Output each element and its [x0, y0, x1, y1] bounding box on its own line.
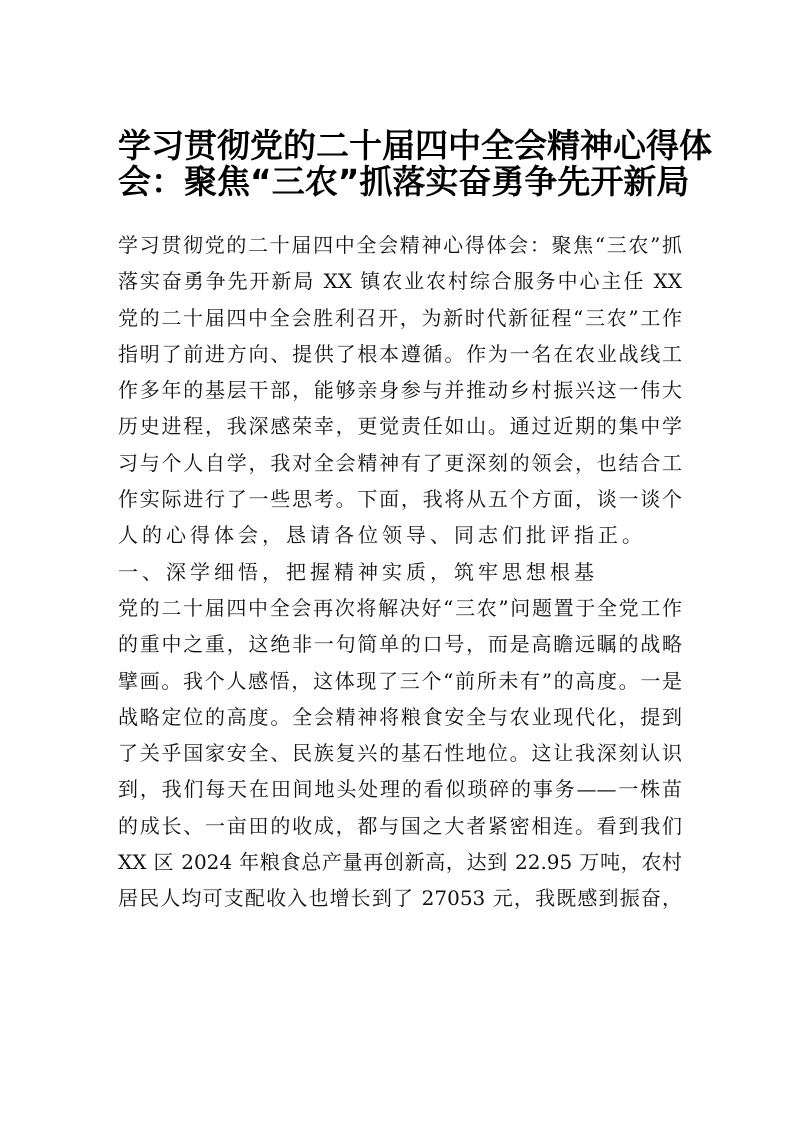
section-heading: 一、深学细悟，把握精神实质，筑牢思想根基: [118, 559, 598, 584]
document-title: [118, 126, 712, 201]
title-line-1: 学习贯彻党的二十届四中全会精神心得体: [118, 126, 712, 165]
title-line-2: 会：聚焦“三农”抓落实奋勇争先开新局: [118, 162, 690, 201]
body-text-line: 习与个人自学，我对全会精神有了更深刻的领会，也结合工: [118, 450, 682, 475]
body-text-line: 作实际进行了一些思考。下面，我将从五个方面，谈一谈个: [118, 487, 682, 512]
body-text-line: 学习贯彻党的二十届四中全会精神心得体会：聚焦“三农”抓: [118, 233, 682, 257]
body-text-line: XX 区 2024 年粮食总产量再创新高，达到 22.95 万吨，农村: [118, 850, 682, 875]
document-body: [118, 227, 682, 917]
body-text-line: 的重中之重，这绝非一句简单的口号，而是高瞻远瞩的战略: [118, 632, 682, 657]
body-text-line: 党的二十届四中全会胜利召开，为新时代新征程“三农”工作: [118, 305, 682, 330]
body-text-line: 居民人均可支配收入也增长到了 27053 元，我既感到振奋，: [118, 886, 682, 911]
body-text-line: 人的心得体会，恳请各位领导、同志们批评指正。: [118, 523, 646, 548]
body-text-line: 党的二十届四中全会再次将解决好“三农”问题置于全党工作: [118, 595, 682, 620]
body-text-line: 擘画。我个人感悟，这体现了三个“前所未有”的高度。一是: [118, 668, 682, 693]
body-text-line: 了关乎国家安全、民族复兴的基石性地位。这让我深刻认识: [118, 741, 682, 766]
body-text-line: 历史进程，我深感荣幸，更觉责任如山。通过近期的集中学: [118, 414, 682, 439]
body-text-line: 战略定位的高度。全会精神将粮食安全与农业现代化，提到: [118, 704, 682, 729]
body-text-line: 作多年的基层干部，能够亲身参与并推动乡村振兴这一伟大: [118, 378, 682, 403]
body-text-line: 指明了前进方向、提供了根本遵循。作为一名在农业战线工: [118, 341, 682, 366]
body-text-line: 到，我们每天在田间地头处理的看似琐碎的事务——一株苗: [118, 777, 682, 802]
body-text-line: 的成长、一亩田的收成，都与国之大者紧密相连。看到我们: [118, 813, 682, 838]
body-text-line: 落实奋勇争先开新局 XX 镇农业农村综合服务中心主任 XX: [118, 269, 682, 294]
